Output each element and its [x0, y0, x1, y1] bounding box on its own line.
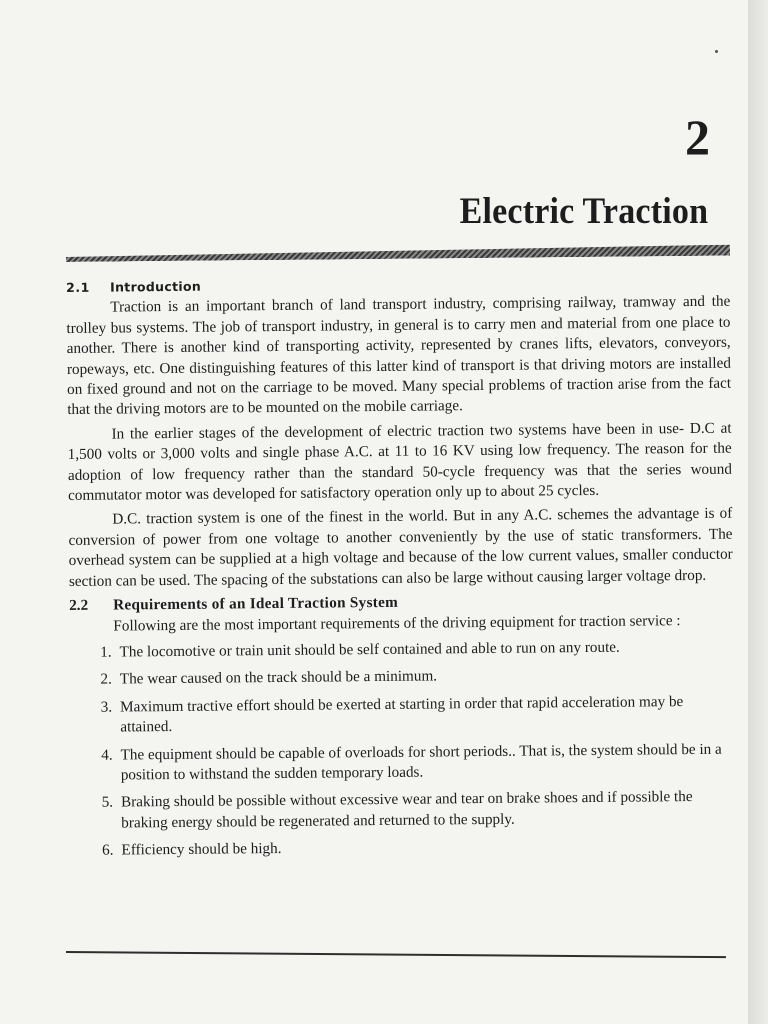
- paragraph: Traction is an important branch of land transport industry, comprising railway, tramway and the trolley bus systems. The job of transport industry, in general is to carry men and material from one place to another. There is another kind of transporting activity, represented by cranes lifts, elevators, conveyors, ropeways, etc. One distinguishing features of this latter kind of transport is that driving motors are installed on fixed ground and not on the carriage to be moved. Many special problems of traction arise from the fact that the driving motors are to be mounted on the mobile carriage.: [66, 293, 732, 419]
- chapter-number: 2: [685, 109, 710, 165]
- list-item: [70, 637, 734, 664]
- page-edge: [748, 0, 768, 1024]
- requirements-list: [70, 637, 736, 862]
- section-title: Introduction: [110, 278, 202, 295]
- list-item: [71, 835, 735, 862]
- list-item-number: 2.: [100, 670, 112, 688]
- paragraph: D.C. traction system is one of the finest in the world. But in any A.C. schemes the advantage is of conversion of power from one voltage to another conveniently by the use of static transformers. The overhead system can be supplied at a high voltage and because of the low current values, smaller conductor section can be used. The spacing of the substations can also be large without causing larger voltage drop.: [68, 505, 733, 590]
- page-mark: [715, 50, 718, 53]
- chapter-divider: [66, 245, 730, 262]
- list-item-text: Braking should be possible without excessive wear and tear on brake shoes and if possible the braking energy should be regenerated and returned to the supply.: [120, 788, 693, 832]
- list-item-text: Maximum tractive effort should be exerted at starting in order that rapid acceleration may be attained.: [120, 692, 684, 736]
- list-item: [71, 739, 735, 786]
- paragraph: Following are the most important requirements of the driving equipment for traction service :: [113, 611, 681, 635]
- footer-divider: [66, 951, 726, 958]
- list-item-number: 6.: [102, 841, 114, 859]
- list-item-number: 1.: [100, 643, 112, 661]
- list-item: [70, 664, 734, 691]
- list-item-text: The wear caused on the track should be a minimum.: [119, 667, 438, 688]
- section-number: 2.1: [66, 279, 90, 295]
- chapter-title: Electric Traction: [459, 191, 708, 232]
- section-number: 2.2: [69, 596, 89, 615]
- paragraph: In the earlier stages of the development of electric traction two systems have been in use- D.C at 1,500 volts or 3,000 volts and single phase A.C. at 11 to 16 KV using low frequency. The reason for the adoption of low frequency rather than the standard 50-cycle frequency was that the series wound commutator motor was developed for satisfactory operation only up to about 25 cycles.: [67, 419, 732, 505]
- page-content: [66, 270, 736, 869]
- list-item-number: 4.: [101, 746, 113, 764]
- list-item-number: 3.: [100, 698, 113, 716]
- list-item-text: The equipment should be capable of overloads for short periods.. That is, the system should be in a position to withstand the sudden temporary loads.: [120, 740, 722, 784]
- list-item-text: Efficiency should be high.: [121, 840, 282, 859]
- list-item-text: The locomotive or train unit should be self contained and able to run on any route.: [119, 638, 620, 661]
- list-item: [70, 691, 734, 738]
- list-item-number: 5.: [101, 793, 114, 812]
- list-item: [71, 787, 735, 834]
- section-title: Requirements of an Ideal Traction System: [113, 593, 399, 614]
